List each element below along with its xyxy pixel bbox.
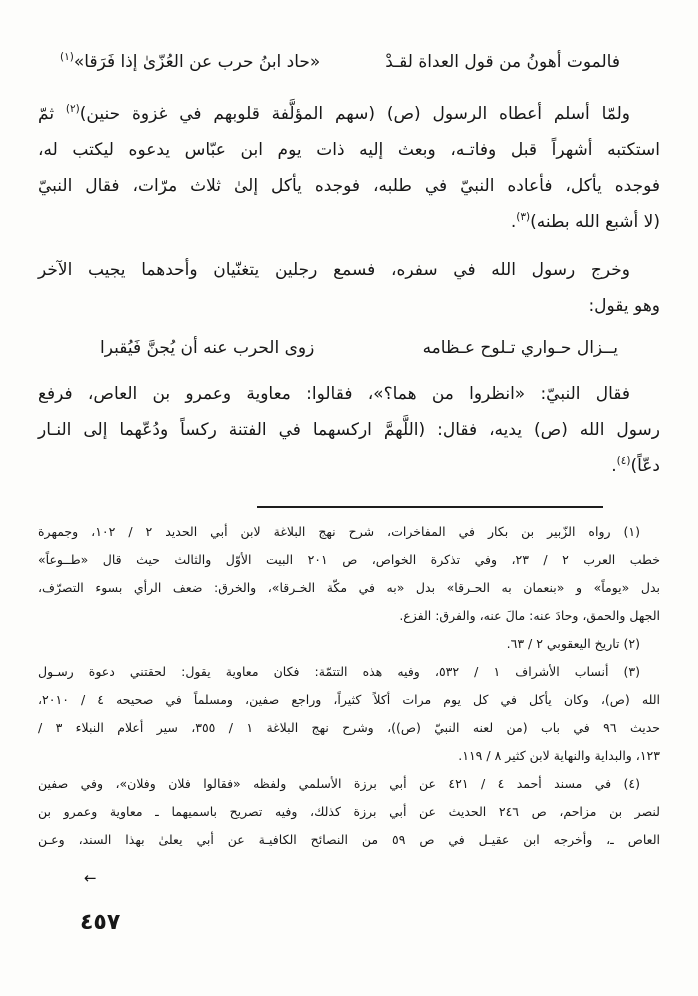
footnote-separator: [257, 506, 603, 508]
paragraph-3: [38, 376, 660, 484]
verse1-left-hemistich: [60, 42, 320, 82]
verse1-right-hemistich: فالموت أهونُ من قول العداة لقـدْ: [385, 52, 620, 72]
footnote-4: [38, 770, 660, 854]
paragraph-1-line-1-tail: ثمّ: [38, 104, 55, 124]
footnote-2-line-1: (٢) تاريخ اليعقوبي ٢ / ٦٣.: [506, 636, 640, 651]
paragraph-3-line-1: فقال النبيّ: «انظروا من هما؟»، فقالوا: معاوية وعمرو بن العاص، فرفع: [38, 384, 630, 404]
verse-couplet-2: [38, 328, 660, 368]
paragraph-3-line-3: [38, 448, 660, 484]
footnote-1: [38, 518, 660, 630]
footnote-ref-3: (٣): [516, 211, 531, 223]
footnote-3: [38, 658, 660, 770]
footnote-1-line-2: خطب العرب ٢ / ٢٣، وفي تذكرة الخواص، ص ٢٠١ البيت الأوّل والثالث حيث قال «طــوعاً»: [38, 552, 660, 567]
footnotes-section: [38, 518, 660, 854]
paragraph-3-line-2: رسول الله (ص) يديه، فقال: (اللَّهمَّ اركسهما في الفتنة ركساً ودُعّهما إلى النـار: [38, 420, 660, 440]
footnote-4-line-1: (٤) في مسند أحمد ٤ / ٤٢١ عن أبي برزة الأسلمي ولفظه «فقالوا فلان وفلان»، وفي صفين: [38, 776, 640, 791]
verse1-left-text: «حاد ابنُ حرب عن العُزّىٰ إذا فَرَقا»: [73, 52, 321, 72]
footnote-1-line-4: الجهل والحمق، وحادَ عنه: مالَ عنه، والفرق: الفزع.: [399, 608, 660, 623]
paragraph-2: [38, 252, 660, 324]
footnote-3-line-4: ١٢٣، والبداية والنهاية لابن كثير ٨ / ١١٩.: [458, 748, 660, 763]
paragraph-3-line-3-text: دعّاً): [630, 456, 660, 476]
footnote-4-line-2: لنصر بن مزاحم، ص ٢٤٦ الحديث عن أبي برزة كذلك، وفيه تصريح باسميهما ـ معاوية وعمرو بن: [38, 804, 660, 819]
continuation-arrow-icon: ←: [84, 869, 97, 887]
paragraph-3-line-3-period: .: [611, 456, 617, 476]
footnote-3-line-3: حديث ٩٦ في باب (من لعنه النبيّ (ص))، وشرح نهج البلاغة ١ / ٣٥٥، سير أعلام النبلاء ٣ /: [38, 720, 661, 735]
verse-couplet-1: [38, 42, 660, 82]
footnote-1-line-3: بدل «يوماً» و «بنعمان به الحـرقا» بدل «به في مكّة الخـرقا»، والخرق: ضعف الرأي بسوء التصرّف،: [38, 580, 660, 595]
paragraph-2-line-2: وهو يقول:: [588, 296, 660, 316]
paragraph-1-line-4-text: (لا أشبع الله بطنه): [530, 212, 660, 232]
page-number: ٤٥٧: [80, 910, 121, 935]
footnote-1-line-1: (١) رواه الزّبير بن بكار في المفاخرات، شرح نهج البلاغة لابن أبي الحديد ٢ / ١٠٢، وجمهرة: [38, 524, 640, 539]
paragraph-1-line-1-text: ولمّا أسلم أعطاه الرسول (ص) (سهم المؤلَّفة قلوبهم في غزوة حنين): [79, 104, 630, 124]
footnote-3-line-1: (٣) أنساب الأشراف ١ / ٥٣٢، وفيه هذه التتمّة: فكان معاوية يقول: لحقتني دعوة رسـول: [38, 664, 640, 679]
page-footer: [38, 870, 660, 938]
footnote-2: [38, 630, 660, 658]
paragraph-1-line-3: فوجده يأكل، فأعاده النبيّ في طلبه، فوجده يأكل إلىٰ ثلاث مرّات، فقال النبيّ: [38, 176, 660, 196]
paragraph-1-line-4: [38, 204, 660, 240]
verse2-right-hemistich: يــزال حـواري تـلوح عـظامه: [422, 338, 618, 358]
verse2-left-hemistich: زوى الحرب عنه أن يُجنَّ فَيُقبرا: [100, 338, 315, 358]
paragraph-1-line-2: استكتبه أشهراً قبل وفاتـه، وبعث إليه ذات يوم ابن عبّاس يدعوه ليكتب له،: [38, 140, 660, 160]
paragraph-1-line-1: [38, 96, 660, 132]
footnote-ref-4: (٤): [616, 455, 631, 467]
paragraph-1: [38, 96, 660, 240]
footnote-4-line-3: العاص ـ، وأخرجه ابن عقيـل في ص ٥٩ من النصائح الكافيـة عن أبي يعلىٰ بهذا السند، وعـن: [38, 832, 660, 847]
footnote-ref-1: (١): [60, 51, 74, 63]
footnote-ref-2: (٢): [65, 103, 80, 115]
paragraph-2-line-1: وخرج رسول الله في سفره، فسمع رجلين يتغنّيان وأحدهما يجيب الآخر: [38, 260, 630, 280]
paragraph-1-line-4-period: .: [510, 212, 517, 232]
footnote-3-line-2: الله (ص)، وكان يأكل في كل يوم مرات أكلاً كثيراً، وراجع صفين، ومسلماً في صحيحه ٤ / ٢٠١٠،: [38, 692, 660, 707]
